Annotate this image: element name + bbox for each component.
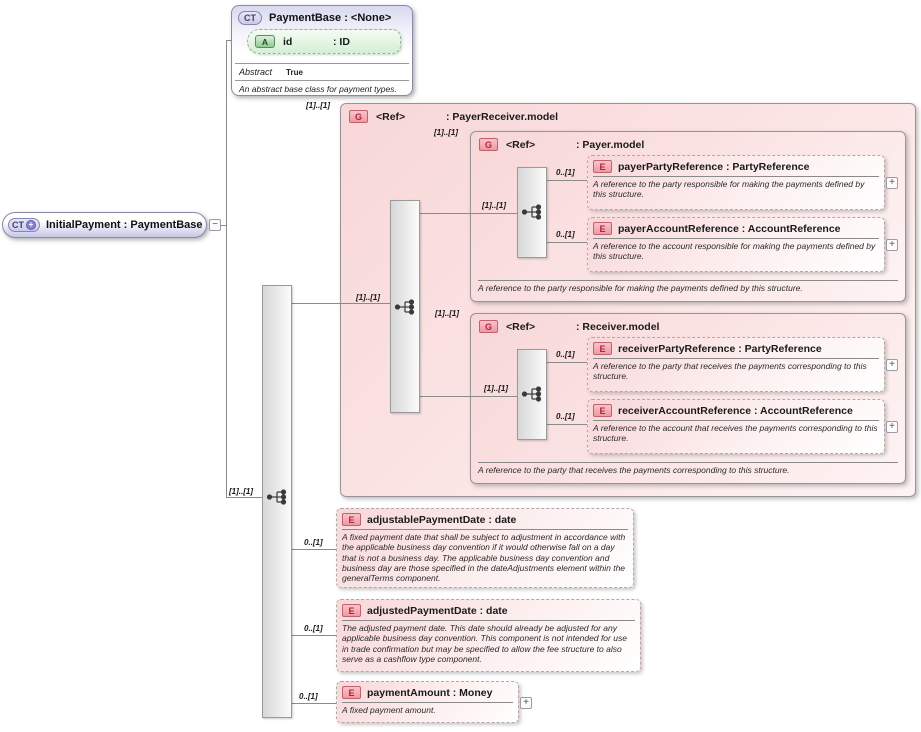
group-header [471,314,905,333]
expand-button[interactable]: + [520,697,532,709]
element-adjustablepaymentdate[interactable] [336,508,634,588]
cardinality-label: [1]..[1] [434,128,458,137]
element-name: adjustablePaymentDate : date [367,513,517,526]
cardinality-label: 0..[1] [556,412,575,421]
expand-button[interactable]: + [886,421,898,433]
sequence-icon [521,385,543,403]
connector-line [420,213,517,214]
connector-line [226,40,227,497]
abstract-value: True [286,68,303,77]
element-name: payerAccountReference : AccountReference [618,222,841,235]
cardinality-label: [1]..[1] [306,101,330,110]
element-paymentamount[interactable] [336,681,519,723]
attribute-name: id [283,35,293,48]
divider [593,358,879,359]
divider [342,529,628,530]
element-name: payerPartyReference : PartyReference [618,160,810,173]
connector-line [292,703,336,704]
complex-type-icon: CT [238,11,262,25]
element-icon: E [593,222,612,235]
element-name: receiverPartyReference : PartyReference [618,342,822,355]
cardinality-label: 0..[1] [556,168,575,177]
divider [342,620,635,621]
cardinality-label: 0..[1] [304,624,323,633]
complex-type-initialpayment[interactable] [2,212,207,238]
root-title: InitialPayment : PaymentBase [46,219,203,231]
cardinality-label: 0..[1] [556,350,575,359]
element-icon: E [342,513,361,526]
cardinality-label: 0..[1] [299,692,318,701]
divider [235,80,409,81]
expand-button[interactable]: + [886,359,898,371]
connector-line [547,362,587,363]
element-payerpartyreference[interactable] [587,155,885,210]
cardinality-label: [1]..[1] [435,309,459,318]
attribute-id[interactable] [247,29,401,54]
element-name: adjustedPaymentDate : date [367,604,508,617]
divider [235,63,409,64]
connector-line [420,396,517,397]
attribute-type: : ID [333,35,350,48]
element-description: A reference to the party responsible for making the payments defined by this structure. [593,179,865,200]
sequence-icon [266,488,288,506]
element-receiverpartyreference[interactable] [587,337,885,392]
abstract-row [239,67,303,77]
element-name: paymentAmount : Money [367,686,493,699]
expand-button[interactable]: + [886,177,898,189]
expand-button[interactable]: + [886,239,898,251]
divider [342,702,513,703]
group-icon: G [479,320,498,333]
element-icon: E [342,604,361,617]
complex-type-title: PaymentBase : <None> [269,12,392,24]
connector-line [292,549,336,550]
cardinality-label: 0..[1] [556,230,575,239]
connector-line [547,424,587,425]
group-icon: G [349,110,368,123]
connector-line [292,303,390,304]
group-header [341,104,915,123]
connector-line [292,635,336,636]
element-name: receiverAccountReference : AccountReference [618,404,853,417]
abstract-label: Abstract [239,67,273,77]
cardinality-label: [1]..[1] [229,487,253,496]
connector-line [547,180,587,181]
group-icon: G [479,138,498,151]
group-type-label: : Payer.model [576,138,645,151]
divider [593,420,879,421]
element-description: A reference to the party that receives the payments corresponding to this structure. [593,361,867,382]
element-description: A fixed payment amount. [342,705,436,715]
element-description: The adjusted payment date. This date should already be adjusted for any applicable business day convention. This component is not intended for use in trade confirmation but may be specified to allow the fee structure to also serve as a cashflow type component. [342,623,627,665]
sequence-icon [521,203,543,221]
cardinality-label: [1]..[1] [482,201,506,210]
complex-type-plus-icon: CT + [8,218,40,232]
group-footer-payer: A reference to the party responsible for making the payments defined by this structure. [478,280,898,293]
group-ref-label: <Ref> [506,320,536,333]
element-payeraccountreference[interactable] [587,217,885,272]
cardinality-label: [1]..[1] [484,384,508,393]
element-description: A reference to the account that receives the payments corresponding to this structure. [593,423,878,444]
element-description: A fixed payment date that shall be subject to adjustment in accordance with the applicable business day convention if it would otherwise fall on a day that is not a business day. The applicable business day convention and business day are those specified in the dateAdjustments element within the generalTerms component. [342,532,626,584]
connector-line [226,497,262,498]
attribute-icon: A [255,35,275,48]
collapse-button[interactable]: − [209,219,221,231]
element-adjustedpaymentdate[interactable] [336,599,641,672]
cardinality-label: [1]..[1] [356,293,380,302]
group-header [471,132,905,151]
group-ref-label: <Ref> [506,138,536,151]
group-ref-label: <Ref> [376,110,406,123]
sequence-icon [394,298,416,316]
element-icon: E [593,160,612,173]
divider [593,238,879,239]
connector-line [547,242,587,243]
group-type-label: : PayerReceiver.model [446,110,559,123]
element-receiveraccountreference[interactable] [587,399,885,454]
group-type-label: : Receiver.model [576,320,660,333]
divider [593,176,879,177]
complex-type-description: An abstract base class for payment types. [239,84,397,94]
complex-type-paymentbase[interactable] [231,5,413,96]
group-footer-receiver: A reference to the party that receives the payments corresponding to this structure. [478,462,898,475]
element-icon: E [593,404,612,417]
cardinality-label: 0..[1] [304,538,323,547]
element-icon: E [342,686,361,699]
element-description: A reference to the account responsible for making the payments defined by this structure. [593,241,876,262]
complex-type-header [238,11,391,25]
element-icon: E [593,342,612,355]
